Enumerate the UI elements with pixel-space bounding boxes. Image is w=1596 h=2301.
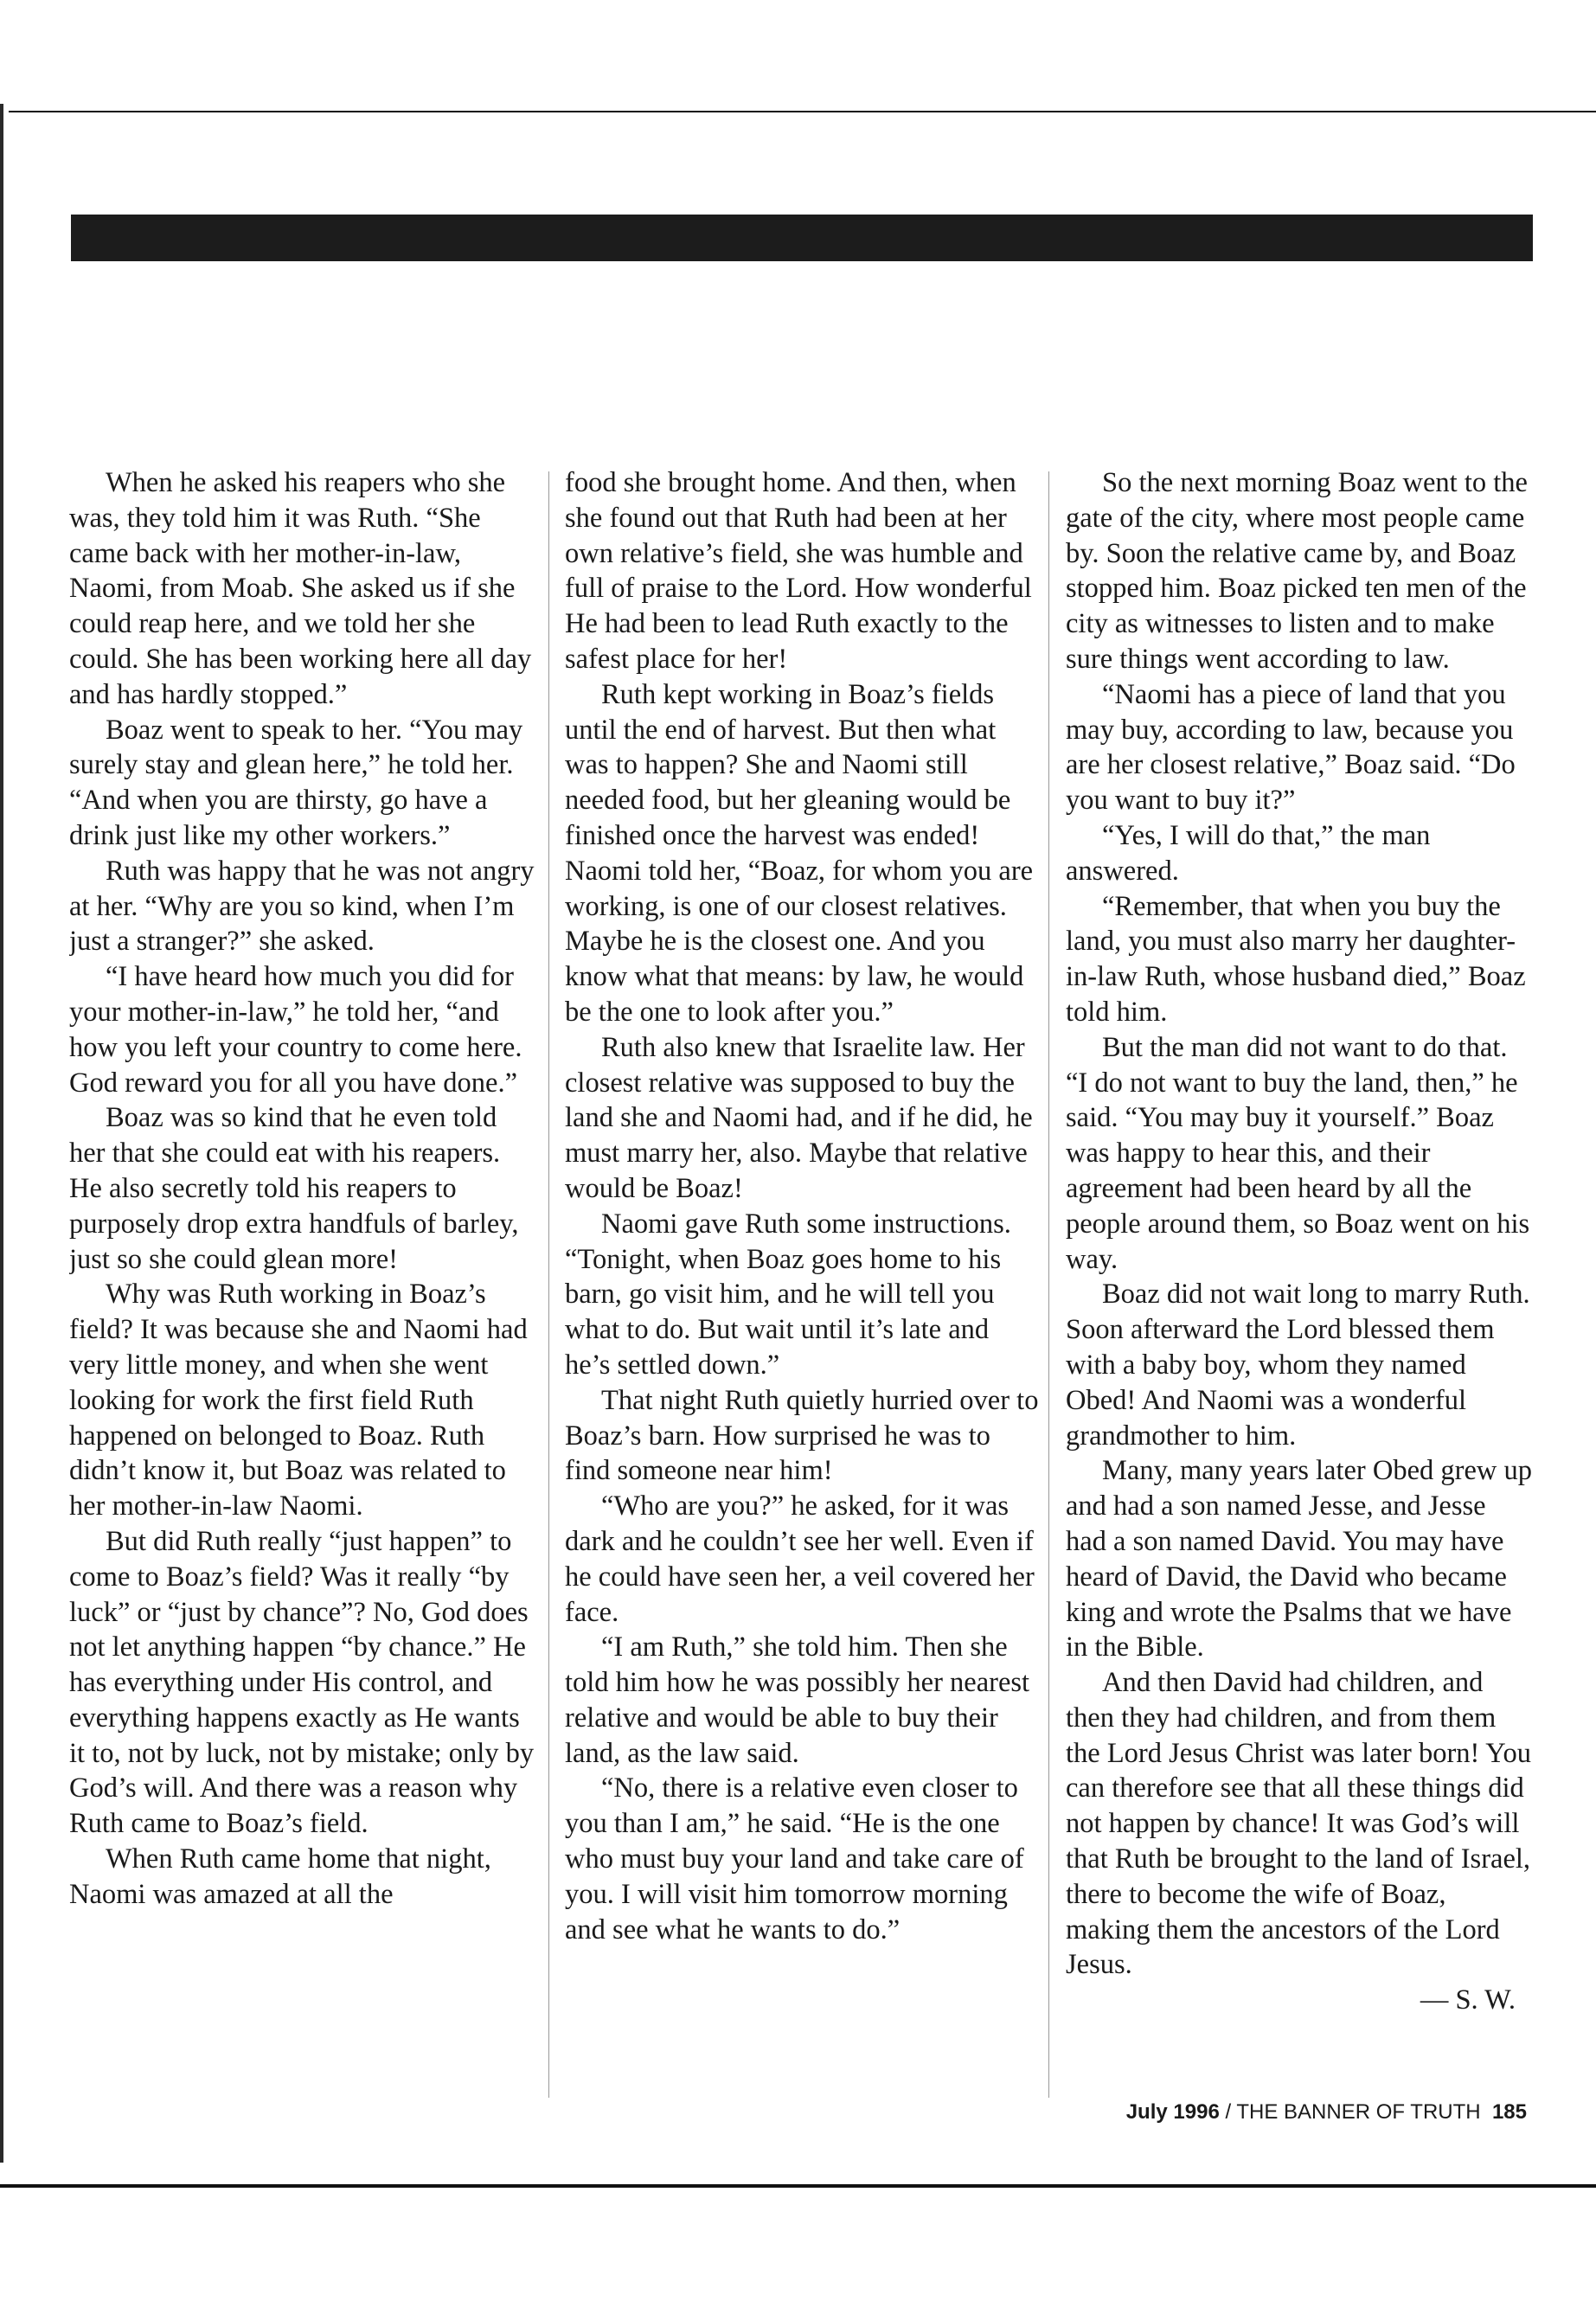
paragraph: But did Ruth really “just happen” to come to Boaz’s field? Was it really “by luck” or “just by chance”? No, God does not let anything happen “by chance.” He has everything under His control, and everything happens exactly as He wants it to, not by luck, not by mistake; only by God’s will. And there was a reason why Ruth came to Boaz’s field. [69,1525,535,1840]
paragraph: “Who are you?” he asked, for it was dark and he couldn’t see her well. Even if he could have seen her, a veil covered her face. [565,1490,1035,1628]
paragraph: When he asked his reapers who she was, they told him it was Ruth. “She came back with her mother-in-law, Naomi, from Moab. She asked us if she could reap here, and we told her she could. She has been working here all day and has hardly stopped.” [69,467,532,710]
paragraph: “Naomi has a piece of land that you may buy, according to law, because you are her closest relative,” Boaz said. “Do you want to buy it?” [1066,678,1516,817]
page-footer [1126,2100,1527,2125]
header-bar [71,215,1533,261]
column-1 [69,465,536,2100]
paragraph: “I am Ruth,” she told him. Then she told him how he was possibly her nearest relative and would be able to buy their land, as the law said. [565,1631,1030,1769]
bottom-rule [0,2184,1596,2188]
paragraph: When Ruth came home that night, Naomi was amazed at all the [69,1843,491,1910]
paragraph: Boaz went to speak to her. “You may surely stay and glean here,” he told her. “And when you are thirsty, go have a drink just like my other workers.” [69,714,523,851]
column-3 [1066,465,1533,2100]
paragraph: Naomi gave Ruth some instructions. “Tonight, when Boaz goes home to his barn, go visit him, and he will tell you what to do. But wait until it’s late and he’s settled down.” [565,1208,1011,1381]
paragraph: That night Ruth quietly hurried over to Boaz’s barn. How surprised he was to find someone near him! [565,1384,1039,1487]
paragraph: “Yes, I will do that,” the man answered. [1066,819,1431,887]
paragraph: Ruth kept working in Boaz’s fields until the end of harvest. But then what was to happen? She and Naomi still needed food, but her gleaning would be finished once the harvest was ended! Naomi told her, “Boaz, for whom you are working, is one of our closest relatives. Maybe he is the closest one. And you know what that means: by law, he would be the one to look after you.” [565,678,1034,1028]
paragraph: Ruth was happy that he was not angry at her. “Why are you so kind, when I’m just a stranger?” she asked. [69,855,535,958]
footer-publication: THE BANNER OF TRUTH [1236,2100,1481,2124]
paragraph: Why was Ruth working in Boaz’s field? It was because she and Naomi had very little money, and when she went looking for work the first field Ruth happened on belonged to Boaz. Ruth didn’t know it, but Boaz was related to her mother-in-law Naomi. [69,1279,528,1522]
paragraph: Boaz was so kind that he even told her that she could eat with his reapers. He also secretly told his reapers to purposely drop extra handfuls of barley, just so she could glean more! [69,1102,519,1275]
column-divider [1048,471,1049,2098]
paragraph: “Remember, that when you buy the land, you must also marry her daughter-in-law Ruth, whose husband died,” Boaz told him. [1066,890,1526,1028]
footer-date: July 1996 [1125,2100,1220,2124]
paragraph: But the man did not want to do that. “I do not want to buy the land, then,” he said. “You may buy it yourself.” Boaz was happy to hear this, and their agreement had been heard by all the people around them, so Boaz went on his way. [1066,1031,1530,1275]
signature: — S. W. [1420,1984,1516,2016]
page-number: 185 [1491,2100,1527,2124]
paragraph: “I have heard how much you did for your mother-in-law,” he told her, “and how you left your country to come here. God reward you for all you have done.” [69,961,522,1099]
top-rule [9,111,1596,112]
column-2 [565,465,1039,2100]
paragraph: So the next morning Boaz went to the gate of the city, where most people came by. Soon the relative came by, and Boaz stopped him. Boaz picked ten men of the city as witnesses to listen and to make sure things went according to law. [1066,467,1528,675]
paragraph-continued: food she brought home. And then, when she found out that Ruth had been at her own relative’s field, she was humble and full of praise to the Lord. How wonderful He had been to lead Ruth exactly to the safest place for her! [565,467,1032,675]
paragraph: Boaz did not wait long to marry Ruth. Soon afterward the Lord blessed them with a baby boy, whom they named Obed! And Naomi was a wonderful grandmother to him. [1066,1279,1530,1452]
scan-edge [0,104,3,2163]
paragraph: Ruth also knew that Israelite law. Her closest relative was supposed to buy the land she and Naomi had, and if he did, he must marry her, also. Maybe that relative would be Boaz! [565,1031,1033,1204]
paragraph: “No, there is a relative even closer to you than I am,” he said. “He is the one who must buy your land and take care of you. I will visit him tomorrow morning and see what he wants to do.” [565,1772,1024,1945]
paragraph: And then David had children, and then they had children, and from them the Lord Jesus Christ was later born! You can therefore see that all these things did not happen by chance! It was God’s will that Ruth be brought to the land of Israel, there to become the wife of Boaz, making them the ancestors of the Lord Jesus. [1066,1667,1532,1981]
footer-separator: / [1219,2100,1237,2124]
paragraph: Many, many years later Obed grew up and had a son named Jesse, and Jesse had a son named David. You may have heard of David, the David who became king and wrote the Psalms that we have in the Bible. [1066,1455,1532,1663]
column-divider [548,471,549,2098]
